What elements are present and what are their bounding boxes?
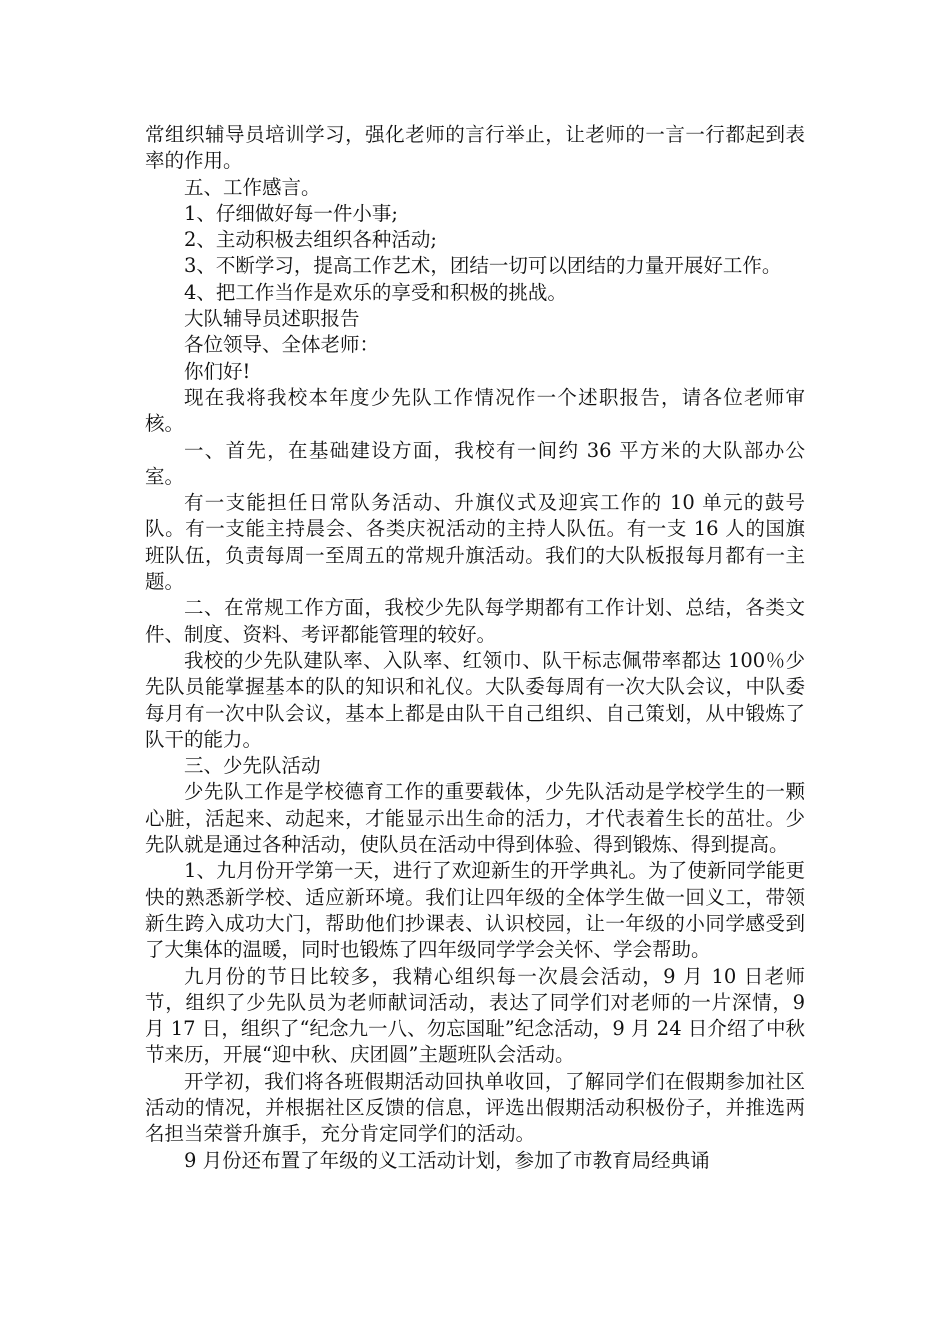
list-item: 1、仔细做好每一件小事; — [184, 201, 398, 225]
section-heading-activities: 三、少先队活动 — [184, 754, 321, 778]
paragraph: 现在我将我校本年度少先队工作情况作一个述职报告，请各位老师审核。 — [145, 385, 805, 436]
paragraph: 开学初，我们将各班假期活动回执单收回，了解同学们在假期参加社区活动的情况，并根据社区反馈的信息，评选出假期活动积极份子，并推选两名担当荣誉升旗手，充分肯定同学们的活动。 — [145, 1069, 805, 1146]
paragraph: 少先队工作是学校德育工作的重要载体，少先队活动是学校学生的一颗心脏，活起来、动起来，才能显示出生命的活力，才代表着生长的茁壮。少先队就是通过各种活动，使队员在活动中得到体验、得到锻炼、得到提高。 — [145, 780, 805, 857]
paragraph: 一、首先，在基础建设方面，我校有一间约 36 平方米的大队部办公室。 — [145, 438, 805, 488]
list-item: 4、把工作当作是欢乐的享受和积极的挑战。 — [184, 280, 567, 304]
section-heading-work-reflections: 五、工作感言。 — [184, 175, 321, 199]
list-item: 2、主动积极去组织各种活动; — [184, 228, 437, 252]
paragraph: 九月份的节日比较多，我精心组织每一次晨会活动，9 月 10 日老师节，组织了少先队员为老师献词活动，表达了同学们对老师的一片深情，9 月 17 日，组织了“纪念九一八、勿忘国耻”纪念活动，9 月 24 日介绍了中秋节来历，开展“迎中秋、庆团圆”主题班队会活动。 — [145, 964, 805, 1067]
paragraph: 有一支能担任日常队务活动、升旗仪式及迎宾工作的 10 单元的鼓号队。有一支能主持晨会、各类庆祝活动的主持人队伍。有一支 16 人的国旗班队伍，负责每周一至周五的常规升旗活动。我们的大队板报每月都有一主题。 — [145, 491, 805, 594]
report-title: 大队辅导员述职报告 — [184, 307, 360, 331]
paragraph: 我校的少先队建队率、入队率、红领巾、队干标志佩带率都达 100％少先队员能掌握基本的队的知识和礼仪。大队委每周有一次大队会议，中队委每月有一次中队会议，基本上都是由队干自己组织、自己策划，从中锻炼了队干的能力。 — [145, 648, 805, 751]
paragraph: 1、九月份开学第一天，进行了欢迎新生的开学典礼。为了使新同学能更快的熟悉新学校、适应新环境。我们让四年级的全体学生做一回义工，带领新生跨入成功大门，帮助他们抄课表、认识校园，让一年级的小同学感受到了大集体的温暖，同时也锻炼了四年级同学学会关怀、学会帮助。 — [145, 859, 805, 962]
paragraph: 9 月份还布置了年级的义工活动计划，参加了市教育局经典诵 — [184, 1148, 710, 1172]
paragraph: 常组织辅导员培训学习，强化老师的言行举止，让老师的一言一行都起到表率的作用。 — [145, 123, 805, 173]
salutation: 各位领导、全体老师： — [184, 333, 380, 357]
document-body — [145, 122, 805, 1174]
paragraph: 二、在常规工作方面，我校少先队每学期都有工作计划、总结，各类文件、制度、资料、考评都能管理的较好。 — [145, 596, 805, 646]
list-item: 3、不断学习，提高工作艺术，团结一切可以团结的力量开展好工作。 — [184, 254, 782, 278]
greeting: 你们好! — [184, 359, 251, 383]
